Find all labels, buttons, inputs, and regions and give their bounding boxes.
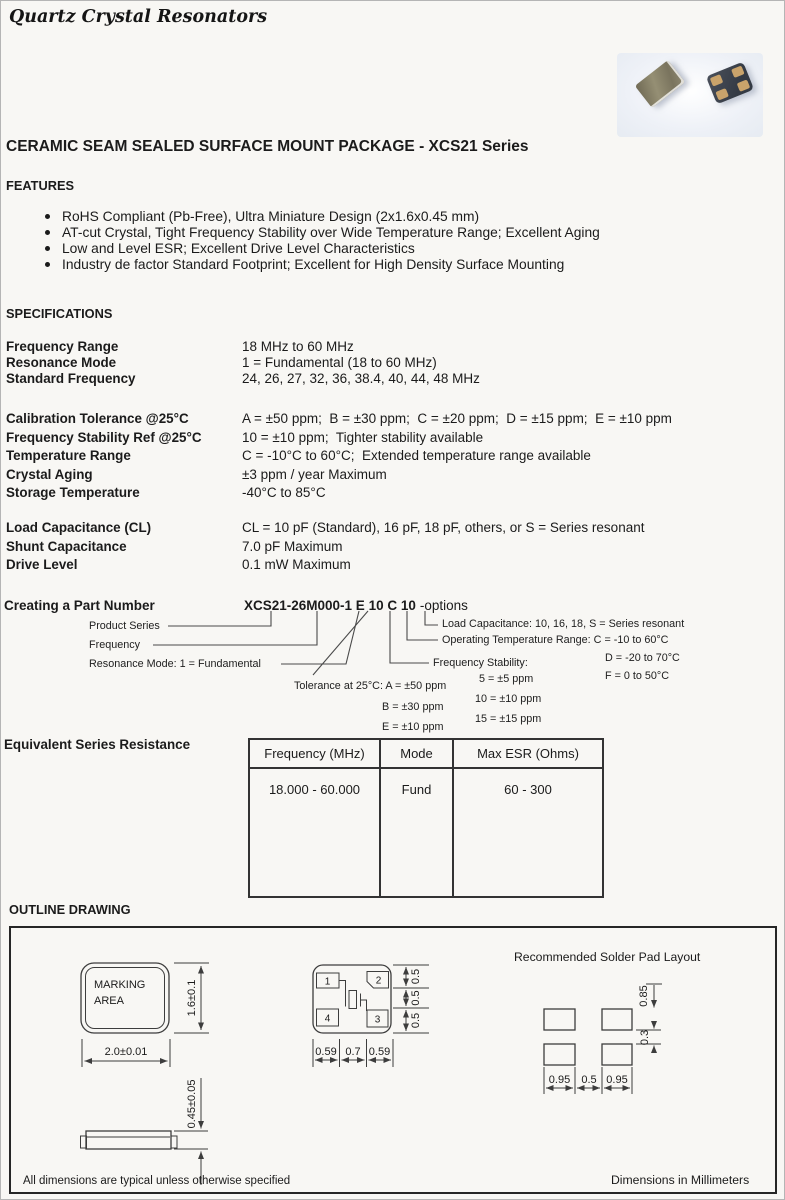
bullet-icon <box>45 230 50 235</box>
spec-row <box>6 448 672 467</box>
feature-item <box>45 209 600 225</box>
esr-col-header: Frequency (MHz) <box>250 740 379 769</box>
callout-stability-15: 15 = ±15 ppm <box>475 713 542 725</box>
feature-item <box>45 241 600 257</box>
solder-pad-layout-title: Recommended Solder Pad Layout <box>514 950 701 964</box>
esr-heading: Equivalent Series Resistance <box>4 737 191 752</box>
leader-load-capacitance <box>425 611 438 625</box>
spec-row <box>6 539 644 558</box>
side-view-drawing <box>81 1078 209 1185</box>
outline-drawing-box <box>9 926 777 1194</box>
callout-tolerance-b: B = ±30 ppm <box>382 701 444 713</box>
top-view-drawing <box>81 963 209 1067</box>
callout-operating-temp-d: D = -20 to 70°C <box>605 652 680 664</box>
feature-text: Low and Level ESR; Excellent Drive Level Characteristics <box>62 241 415 257</box>
dim-body-width: 2.0±0.01 <box>104 1046 148 1058</box>
esr-col-header: Mode <box>379 740 452 769</box>
crystal-pad-icon <box>731 66 745 78</box>
bullet-icon <box>45 246 50 251</box>
spec-group-tolerance <box>6 411 672 504</box>
dim-body-height: 1.6±0.1 <box>186 979 198 1017</box>
feature-item <box>45 257 600 273</box>
spec-row <box>6 557 644 576</box>
feature-text: RoHS Compliant (Pb-Free), Ultra Miniature Design (2x1.6x0.45 mm) <box>62 209 480 224</box>
callout-resonance-mode: Resonance Mode: 1 = Fundamental <box>89 658 261 670</box>
spec-label: Resonance Mode <box>6 355 117 371</box>
feature-text: Industry de factor Standard Footprint; Excellent for High Density Surface Mounting <box>62 257 565 273</box>
spec-row <box>6 467 672 486</box>
spec-value: 7.0 pF Maximum <box>242 538 343 554</box>
esr-cell-max-esr: 60 - 300 <box>452 769 602 896</box>
spec-label: Calibration Tolerance @25°C <box>6 411 189 426</box>
feature-text: AT-cut Crystal, Tight Frequency Stability over Wide Temperature Range; Excellent Aging <box>62 225 600 241</box>
feature-item <box>45 225 600 241</box>
dim-solder-gap: 0.3 <box>639 1029 651 1046</box>
spec-label: Crystal Aging <box>6 466 93 482</box>
marking-area-label-line1: MARKING <box>94 979 146 991</box>
esr-cell-frequency: 18.000 - 60.000 <box>268 782 361 797</box>
leader-frequency <box>153 611 317 645</box>
spec-label: Standard Frequency <box>6 371 136 387</box>
dim-solder-col3: 0.95 <box>606 1074 628 1086</box>
callout-operating-temp: Operating Temperature Range: C = -10 to 60°C <box>442 634 669 646</box>
features-heading: FEATURES <box>6 178 75 193</box>
spec-label: Drive Level <box>6 557 78 573</box>
outline-units-note: Dimensions in Millimeters <box>611 1173 750 1187</box>
callout-load-capacitance: Load Capacitance: 10, 16, 18, S = Series resonant <box>442 618 685 630</box>
dim-pad-col2: 0.7 <box>345 1046 361 1058</box>
dim-solder-top: 0.85 <box>638 985 650 1007</box>
spec-row <box>6 430 672 449</box>
esr-cell-mode: Fund <box>379 769 452 896</box>
callout-stability-10: 10 = ±10 ppm <box>475 693 542 705</box>
leader-frequency-stability <box>390 611 429 663</box>
part-number-value: XCS21-26M000-1 E 10 C 10 <box>244 598 416 613</box>
spec-value: 18 MHz to 60 MHz <box>242 339 354 354</box>
callout-operating-temp-f: F = 0 to 50°C <box>605 670 670 682</box>
specifications-heading: SPECIFICATIONS <box>6 306 113 321</box>
crystal-pad-icon <box>715 88 729 100</box>
dim-pad-row1: 0.5 <box>410 968 422 985</box>
pad-number-1: 1 <box>324 976 331 988</box>
bullet-icon <box>45 214 50 219</box>
outline-drawing <box>11 928 775 1192</box>
esr-col-header: Max ESR (Ohms) <box>452 740 602 769</box>
outline-drawing-heading: OUTLINE DRAWING <box>9 902 131 917</box>
spec-value: ±3 ppm / year Maximum <box>242 466 387 482</box>
leader-tolerance <box>313 611 368 675</box>
brand-title: Quartz Crystal Resonators <box>9 7 268 27</box>
dim-pad-col1: 0.59 <box>315 1046 337 1058</box>
spec-label: Frequency Stability Ref @25°C <box>6 429 202 445</box>
solder-pad-layout-drawing <box>514 950 701 1094</box>
spec-value: 10 = ±10 ppm; Tighter stability available <box>242 429 484 445</box>
spec-row <box>6 355 480 371</box>
spec-row <box>6 485 672 504</box>
page-title: CERAMIC SEAM SEALED SURFACE MOUNT PACKAGE - XCS21 Series <box>6 138 529 155</box>
pad-number-2: 2 <box>375 975 382 987</box>
spec-value: A = ±50 ppm; B = ±30 ppm; C = ±20 ppm; D = ±15 ppm; E = ±10 ppm <box>242 411 672 426</box>
dim-pad-col3: 0.59 <box>368 1046 391 1058</box>
leader-resonance-mode <box>281 611 359 664</box>
spec-value: 24, 26, 27, 32, 36, 38.4, 40, 44, 48 MHz <box>242 371 480 387</box>
esr-table <box>248 738 604 898</box>
product-photo <box>617 53 763 137</box>
pad-number-3: 3 <box>374 1014 381 1026</box>
dim-body-thickness: 0.45±0.05 <box>186 1079 198 1129</box>
spec-row <box>6 339 480 355</box>
marking-area-label-line2: AREA <box>94 995 124 1007</box>
spec-row <box>6 411 672 430</box>
spec-label: Shunt Capacitance <box>6 538 127 554</box>
callout-frequency: Frequency <box>89 639 141 651</box>
spec-value: 1 = Fundamental (18 to 60 MHz) <box>242 355 437 371</box>
spec-value: CL = 10 pF (Standard), 16 pF, 18 pF, others, or S = Series resonant <box>242 520 645 535</box>
callout-frequency-stability: Frequency Stability: <box>433 657 528 669</box>
leader-product-series <box>168 611 271 626</box>
dim-pad-row3: 0.5 <box>410 1012 422 1029</box>
callout-tolerance: Tolerance at 25°C: A = ±50 ppm <box>294 680 447 692</box>
outline-footer-note: All dimensions are typical unless otherwise specified <box>23 1175 291 1187</box>
spec-label: Load Capacitance (CL) <box>6 520 152 535</box>
bullet-icon <box>45 262 50 267</box>
spec-label: Frequency Range <box>6 339 119 354</box>
crystal-pad-icon <box>737 79 751 91</box>
callout-product-series: Product Series <box>89 620 160 632</box>
part-number-heading: Creating a Part Number <box>4 598 155 613</box>
dim-pad-row2: 0.5 <box>410 990 422 1006</box>
callout-stability-5: 5 = ±5 ppm <box>479 673 534 685</box>
spec-row <box>6 371 480 387</box>
features-list <box>45 209 600 273</box>
spec-value: -40°C to 85°C <box>242 485 326 501</box>
crystal-bottom-view-image <box>706 62 754 105</box>
spec-value: C = -10°C to 60°C; Extended temperature range available <box>242 448 591 464</box>
crystal-symbol-icon <box>339 981 367 1012</box>
spec-group-frequency <box>6 339 480 388</box>
spec-value: 0.1 mW Maximum <box>242 557 351 573</box>
part-number-options-suffix: -options <box>419 598 468 613</box>
crystal-top-view-image <box>635 60 685 108</box>
pad-connection-drawing <box>313 965 429 1067</box>
dim-solder-col2: 0.5 <box>581 1074 597 1086</box>
spec-label: Storage Temperature <box>6 485 140 501</box>
crystal-pad-icon <box>710 74 724 86</box>
spec-label: Temperature Range <box>6 448 131 464</box>
dim-solder-col1: 0.95 <box>548 1074 571 1086</box>
pad-number-4: 4 <box>324 1013 331 1025</box>
spec-row <box>6 520 644 539</box>
callout-tolerance-e: E = ±10 ppm <box>382 721 444 733</box>
spec-group-capacitance <box>6 520 644 576</box>
